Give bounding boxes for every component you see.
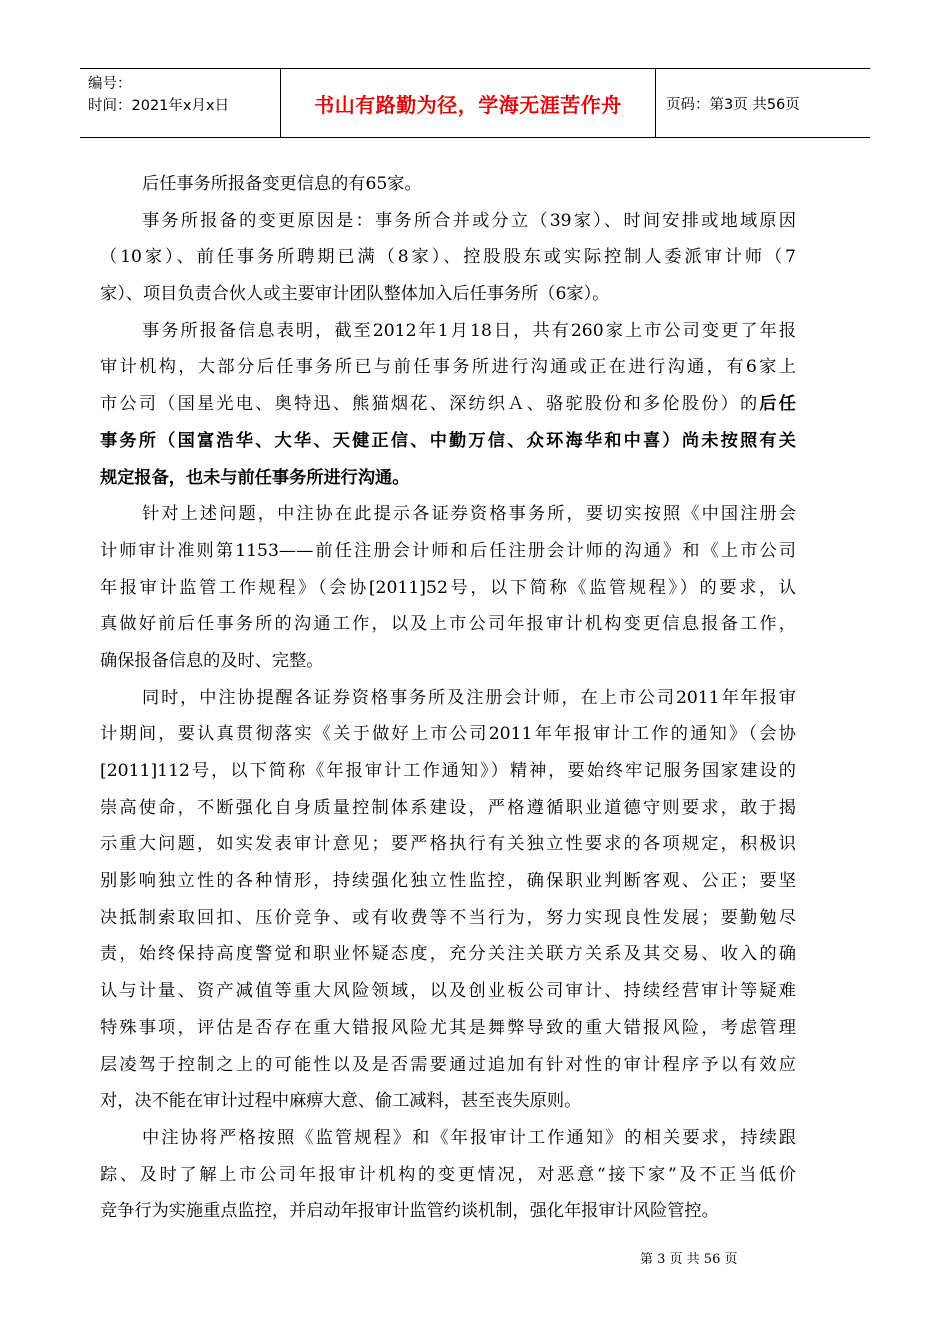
text-span: 责，始终保持高度警觉和职业怀疑态度，充分关注关联方关系及其交易、收入的确 (100, 944, 796, 965)
text-span: 审计机构，大部分后任事务所已与前任事务所进行沟通或正在进行沟通，有6家上 (100, 357, 796, 378)
paragraph (100, 496, 796, 679)
text-line (100, 1010, 796, 1047)
text-span: 崇高使命，不断强化自身质量控制体系建设，严格遵循职业道德守则要求，敢于揭 (100, 797, 796, 818)
paragraph (100, 313, 796, 496)
text-line (100, 239, 796, 276)
text-span: 竞争行为实施重点监控，并启动年报审计监管约谈机制，强化年报审计风险管控。 (100, 1201, 719, 1222)
text-line (100, 423, 796, 460)
text-line (100, 570, 796, 607)
text-line (100, 863, 796, 900)
text-span: 同时，中注协提醒各证券资格事务所及注册会计师，在上市公司2011年年报审 (142, 687, 796, 708)
text-span: 对，决不能在审计过程中麻痹大意、偷工减料，甚至丧失原则。 (100, 1091, 582, 1112)
text-line (100, 166, 796, 203)
text-line (100, 276, 796, 313)
text-span: 特殊事项，评估是否存在重大错报风险尤其是舞弊导致的重大错报风险，考虑管理 (100, 1017, 796, 1038)
text-line (100, 643, 796, 680)
paragraph (100, 203, 796, 313)
document-date: 时间：2021年x月x日 (88, 98, 230, 114)
text-span: 决抵制索取回扣、压价竞争、或有收费等不当行为，努力实现良性发展；要勤勉尽 (100, 907, 796, 928)
text-span: 计师审计准则第1153——前任注册会计师和后任注册会计师的沟通》和《上市公司 (100, 540, 796, 561)
text-line (100, 936, 796, 973)
page-footer: 第 3 页 共 56 页 (640, 1252, 738, 1267)
paragraph (100, 1120, 796, 1230)
text-span: [2011]112号，以下简称《年报审计工作通知》）精神，要始终牢记服务国家建设的 (100, 761, 796, 781)
text-span: （10家）、前任事务所聘期已满（8家）、控股股东或实际控制人委派审计师（7 (100, 247, 796, 268)
text-line (100, 496, 796, 533)
text-line (100, 1083, 796, 1120)
text-line (100, 349, 796, 386)
text-line (100, 1193, 796, 1230)
text-line (100, 900, 796, 937)
text-span: 确保报备信息的及时、完整。 (100, 650, 324, 671)
text-line (100, 973, 796, 1010)
paragraph (100, 166, 796, 203)
text-span: 后任事务所报备变更信息的有65家。 (142, 174, 422, 194)
bold-text: 后任 (759, 394, 796, 415)
text-span: 计期间，要认真贯彻落实《关于做好上市公司2011年年报审计工作的通知》（会协 (100, 724, 796, 745)
header-meta (80, 69, 281, 137)
text-span: 踪、及时了解上市公司年报审计机构的变更情况，对恶意“接下家”及不正当低价 (100, 1164, 796, 1185)
text-span: 层凌驾于控制之上的可能性以及是否需要通过追加有针对性的审计程序予以有效应 (100, 1054, 796, 1075)
page-header (80, 68, 870, 138)
text-line (100, 826, 796, 863)
document-body (100, 166, 796, 1230)
text-line (100, 1157, 796, 1194)
text-line (100, 606, 796, 643)
text-line (100, 203, 796, 240)
text-span: 事务所报备的变更原因是：事务所合并或分立（39家）、时间安排或地域原因 (142, 210, 796, 231)
text-span: 认与计量、资产减值等重大风险领域，以及创业板公司审计、持续经营审计等疑难 (100, 981, 796, 1002)
text-span: 别影响独立性的各种情形，持续强化独立性监控，确保职业判断客观、公正；要坚 (100, 871, 796, 892)
header-motto: 书山有路勤为径，学海无涯苦作舟 (281, 69, 656, 137)
document-number-label: 编号： (88, 76, 132, 92)
text-line (100, 313, 796, 350)
text-span: 真做好前后任事务所的沟通工作，以及上市公司年报审计机构变更信息报备工作， (100, 614, 796, 635)
text-span: 事务所报备信息表明，截至2012年1月18日，共有260家上市公司变更了年报 (142, 320, 796, 341)
text-line (100, 790, 796, 827)
text-line (100, 460, 796, 497)
text-span: 针对上述问题，中注协在此提示各证券资格事务所，要切实按照《中国注册会 (142, 504, 796, 525)
text-line (100, 680, 796, 717)
text-line (100, 1047, 796, 1084)
text-line (100, 386, 796, 423)
bold-text: 规定报备，也未与前任事务所进行沟通。 (100, 467, 410, 488)
bold-text: 事务所（国富浩华、大华、天健正信、中勤万信、众环海华和中喜）尚未按照有关 (100, 430, 796, 451)
text-line (100, 716, 796, 753)
text-span: 家）、项目负责合伙人或主要审计团队整体加入后任事务所（6家）。 (100, 284, 610, 305)
header-page-info: 页码：第3页 共56页 (666, 96, 800, 113)
text-line (100, 533, 796, 570)
text-span: 中注协将严格按照《监管规程》和《年报审计工作通知》的相关要求，持续跟 (142, 1127, 796, 1148)
text-span: 年报审计监管工作规程》（会协[2011]52号，以下简称《监管规程》）的要求，认 (100, 577, 796, 598)
paragraph (100, 680, 796, 1120)
text-line (100, 753, 796, 790)
text-span: 市公司（国星光电、奥特迅、熊猫烟花、深纺织Ａ、骆驼股份和多伦股份）的 (100, 394, 760, 415)
text-span: 示重大问题，如实发表审计意见；要严格执行有关独立性要求的各项规定，积极识 (100, 834, 796, 855)
text-line (100, 1120, 796, 1157)
